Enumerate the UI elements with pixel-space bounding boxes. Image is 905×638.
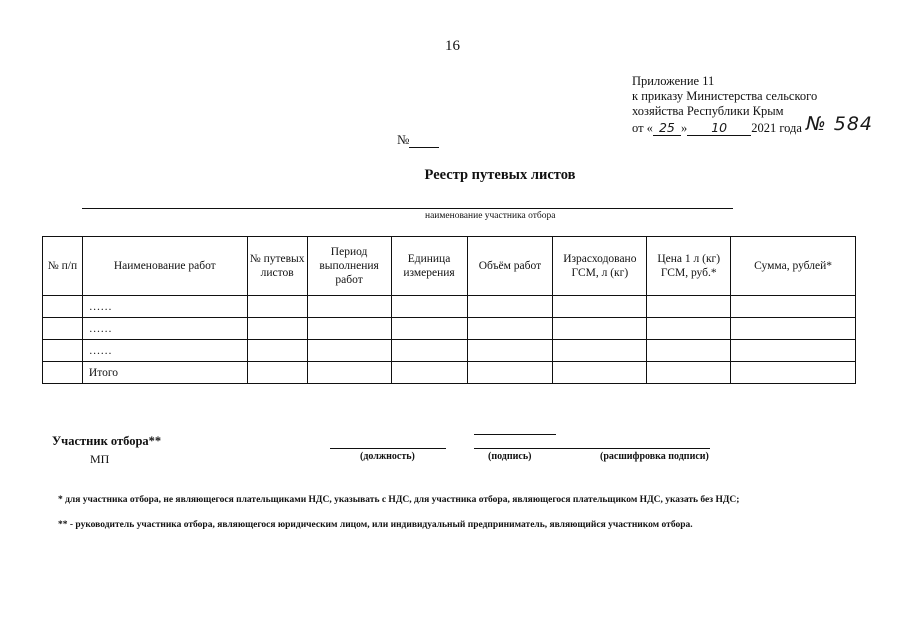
table-row (43, 296, 856, 318)
date-mid: » (680, 121, 688, 135)
participant-name-caption: наименование участника отбора (425, 211, 556, 221)
footnote-vat: * для участника отбора, не являющегося плательщиками НДС, указывать с НДС, для участника отбора, являющегося плательщиком НДС, указать без НДС; (58, 495, 740, 505)
row-name: …… (82, 340, 247, 362)
stamp-label: МП (90, 452, 110, 466)
total-label: Итого (82, 362, 247, 384)
signature-title: Участник отбора** (52, 434, 162, 448)
header-volume: Объём работ (467, 237, 553, 296)
appendix-line-2: к приказу Министерства сельского (632, 89, 818, 103)
register-number-blank (409, 135, 439, 148)
register-number-sign: № (397, 132, 410, 147)
header-period: Период выполнения работ (307, 237, 391, 296)
appendix-line-1: Приложение 11 (632, 74, 715, 88)
date-prefix: от « (632, 121, 653, 135)
appendix-line-3: хозяйства Республики Крым (632, 104, 784, 118)
register-number (397, 132, 439, 148)
header-fuel-used: Израсходовано ГСМ, л (кг) (553, 237, 647, 296)
header-waybill-number: № путевых листов (247, 237, 307, 296)
order-number: № 584 (805, 113, 874, 135)
appendix-block (632, 74, 873, 136)
registry-table (42, 236, 856, 384)
table-row (43, 340, 856, 362)
table-total-row (43, 362, 856, 384)
date-day: 25 (653, 120, 681, 136)
header-fuel-price: Цена 1 л (кг) ГСМ, руб.* (647, 237, 731, 296)
position-caption: (должность) (360, 451, 415, 462)
header-number: № п/п (43, 237, 83, 296)
signature-caption: (подпись) (488, 451, 532, 462)
signature-line (474, 448, 710, 449)
table-row (43, 318, 856, 340)
position-line (330, 448, 446, 449)
row-name: …… (82, 296, 247, 318)
date-year: 2021 года (751, 121, 802, 135)
appendix-date-line (632, 113, 874, 136)
row-name: …… (82, 318, 247, 340)
date-month: 10 (687, 120, 751, 136)
participant-name-line (82, 208, 733, 209)
footnote-participant: ** - руководитель участника отбора, являющегося юридическим лицом, или индивидуальный предприниматель, являющийся участником отбора. (58, 520, 693, 530)
table-header-row (43, 237, 856, 296)
signature-top-line (474, 434, 556, 435)
page-number: 16 (445, 38, 460, 54)
decode-caption: (расшифровка подписи) (600, 451, 709, 462)
header-unit: Единица измерения (391, 237, 467, 296)
header-work-name: Наименование работ (82, 237, 247, 296)
document-title: Реестр путевых листов (424, 167, 576, 183)
header-sum: Сумма, рублей* (731, 237, 856, 296)
